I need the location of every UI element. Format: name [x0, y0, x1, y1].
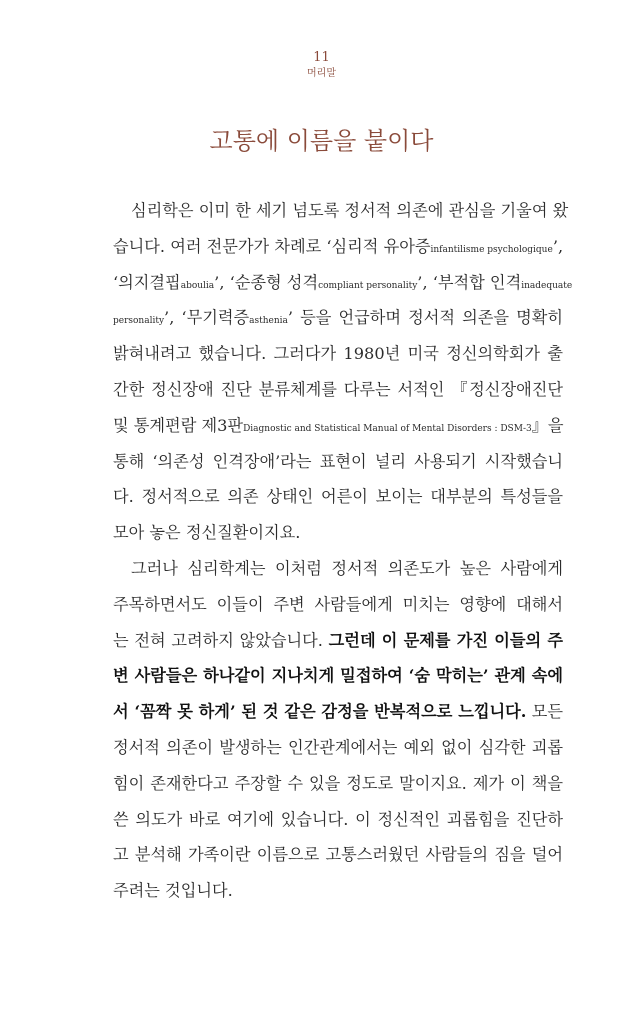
paragraph-1: [113, 193, 573, 551]
foreign-term: infantilisme psychologique: [430, 244, 553, 255]
emphasis-text: 서 ‘꼼짝 못 하게’ 된 것 같은 감정을 반복적으로 느낍니다.: [113, 702, 527, 722]
foreign-term: aboulia: [180, 280, 215, 291]
running-head: 머리말: [307, 68, 336, 79]
text-line: [113, 658, 563, 694]
foreign-term: inadequate: [521, 280, 573, 291]
text-line: ‘의지결핍aboulia’, ‘순종형 성격compliant personality’, ‘부적합 인격inadequate: [113, 272, 573, 292]
paragraph-2: [113, 551, 563, 909]
text-line: 서 ‘꼼짝 못 하게’ 된 것 같은 감정을 반복적으로 느낍니다. 모든: [113, 702, 563, 722]
text-line: 주려는 것입니다.: [113, 881, 233, 901]
page-header: [0, 50, 643, 81]
text-line: 습니다. 여러 전문가가 차례로 ‘심리적 유아증infantilisme psychologique’,: [113, 236, 564, 256]
text-line: 주목하면서도 이들이 주변 사람들에게 미치는 영향에 대해서: [113, 594, 563, 614]
body-text: [113, 193, 573, 909]
text-line: 쓴 의도가 바로 여기에 있습니다. 이 정신적인 괴롭힘을 진단하: [113, 809, 563, 829]
text-line: 그러나 심리학계는 이처럼 정서적 의존도가 높은 사람에게: [131, 558, 563, 578]
text-line: 통해 ‘의존성 인격장애’라는 표현이 널리 사용되기 시작했습니: [113, 451, 563, 471]
text-line: 다. 정서적으로 의존 상태인 어른이 보이는 대부분의 특성들을: [113, 487, 563, 507]
text-line: 모아 놓은 정신질환이지요.: [113, 523, 301, 543]
text-line: 힘이 존재한다고 주장할 수 있을 정도로 말이지요. 제가 이 책을: [113, 773, 563, 793]
page-number: 11: [313, 50, 330, 65]
text-line: 는 전혀 고려하지 않았습니다. 그런데 이 문제를 가진 이들의 주: [113, 630, 563, 650]
foreign-term: compliant personality: [318, 280, 418, 291]
foreign-term: personality: [113, 316, 165, 327]
emphasis-text: 변 사람들은 하나같이 지나치게 밀접하여 ‘숨 막히는’ 관계 속에: [113, 666, 563, 686]
chapter-title: 고통에 이름을 붙이다: [209, 127, 434, 155]
text-line: 및 통계편람 제3판Diagnostic and Statistical Manual of Mental Disorders : DSM-3』을: [113, 415, 564, 435]
text-line: 정서적 의존이 발생하는 인간관계에서는 예외 없이 심각한 괴롭: [113, 737, 563, 757]
text-line: 밝혀내려고 했습니다. 그러다가 1980년 미국 정신의학회가 출: [113, 344, 563, 364]
text-line: personality’, ‘무기력증asthenia’ 등을 언급하며 정서적 의존을 명확히: [113, 308, 563, 328]
foreign-term: asthenia: [249, 316, 288, 327]
foreign-term: Diagnostic and Statistical Manual of Mental Disorders : DSM-3: [243, 423, 532, 434]
text-line: 간한 정신장애 진단 분류체계를 다루는 서적인 『정신장애진단: [113, 379, 563, 399]
emphasis-text: 그런데 이 문제를 가진 이들의 주: [328, 630, 563, 650]
text-line: 심리학은 이미 한 세기 넘도록 정서적 의존에 관심을 기울여 왔: [131, 201, 569, 220]
text-line: 고 분석해 가족이란 이름으로 고통스러웠던 사람들의 짐을 덜어: [113, 845, 563, 865]
